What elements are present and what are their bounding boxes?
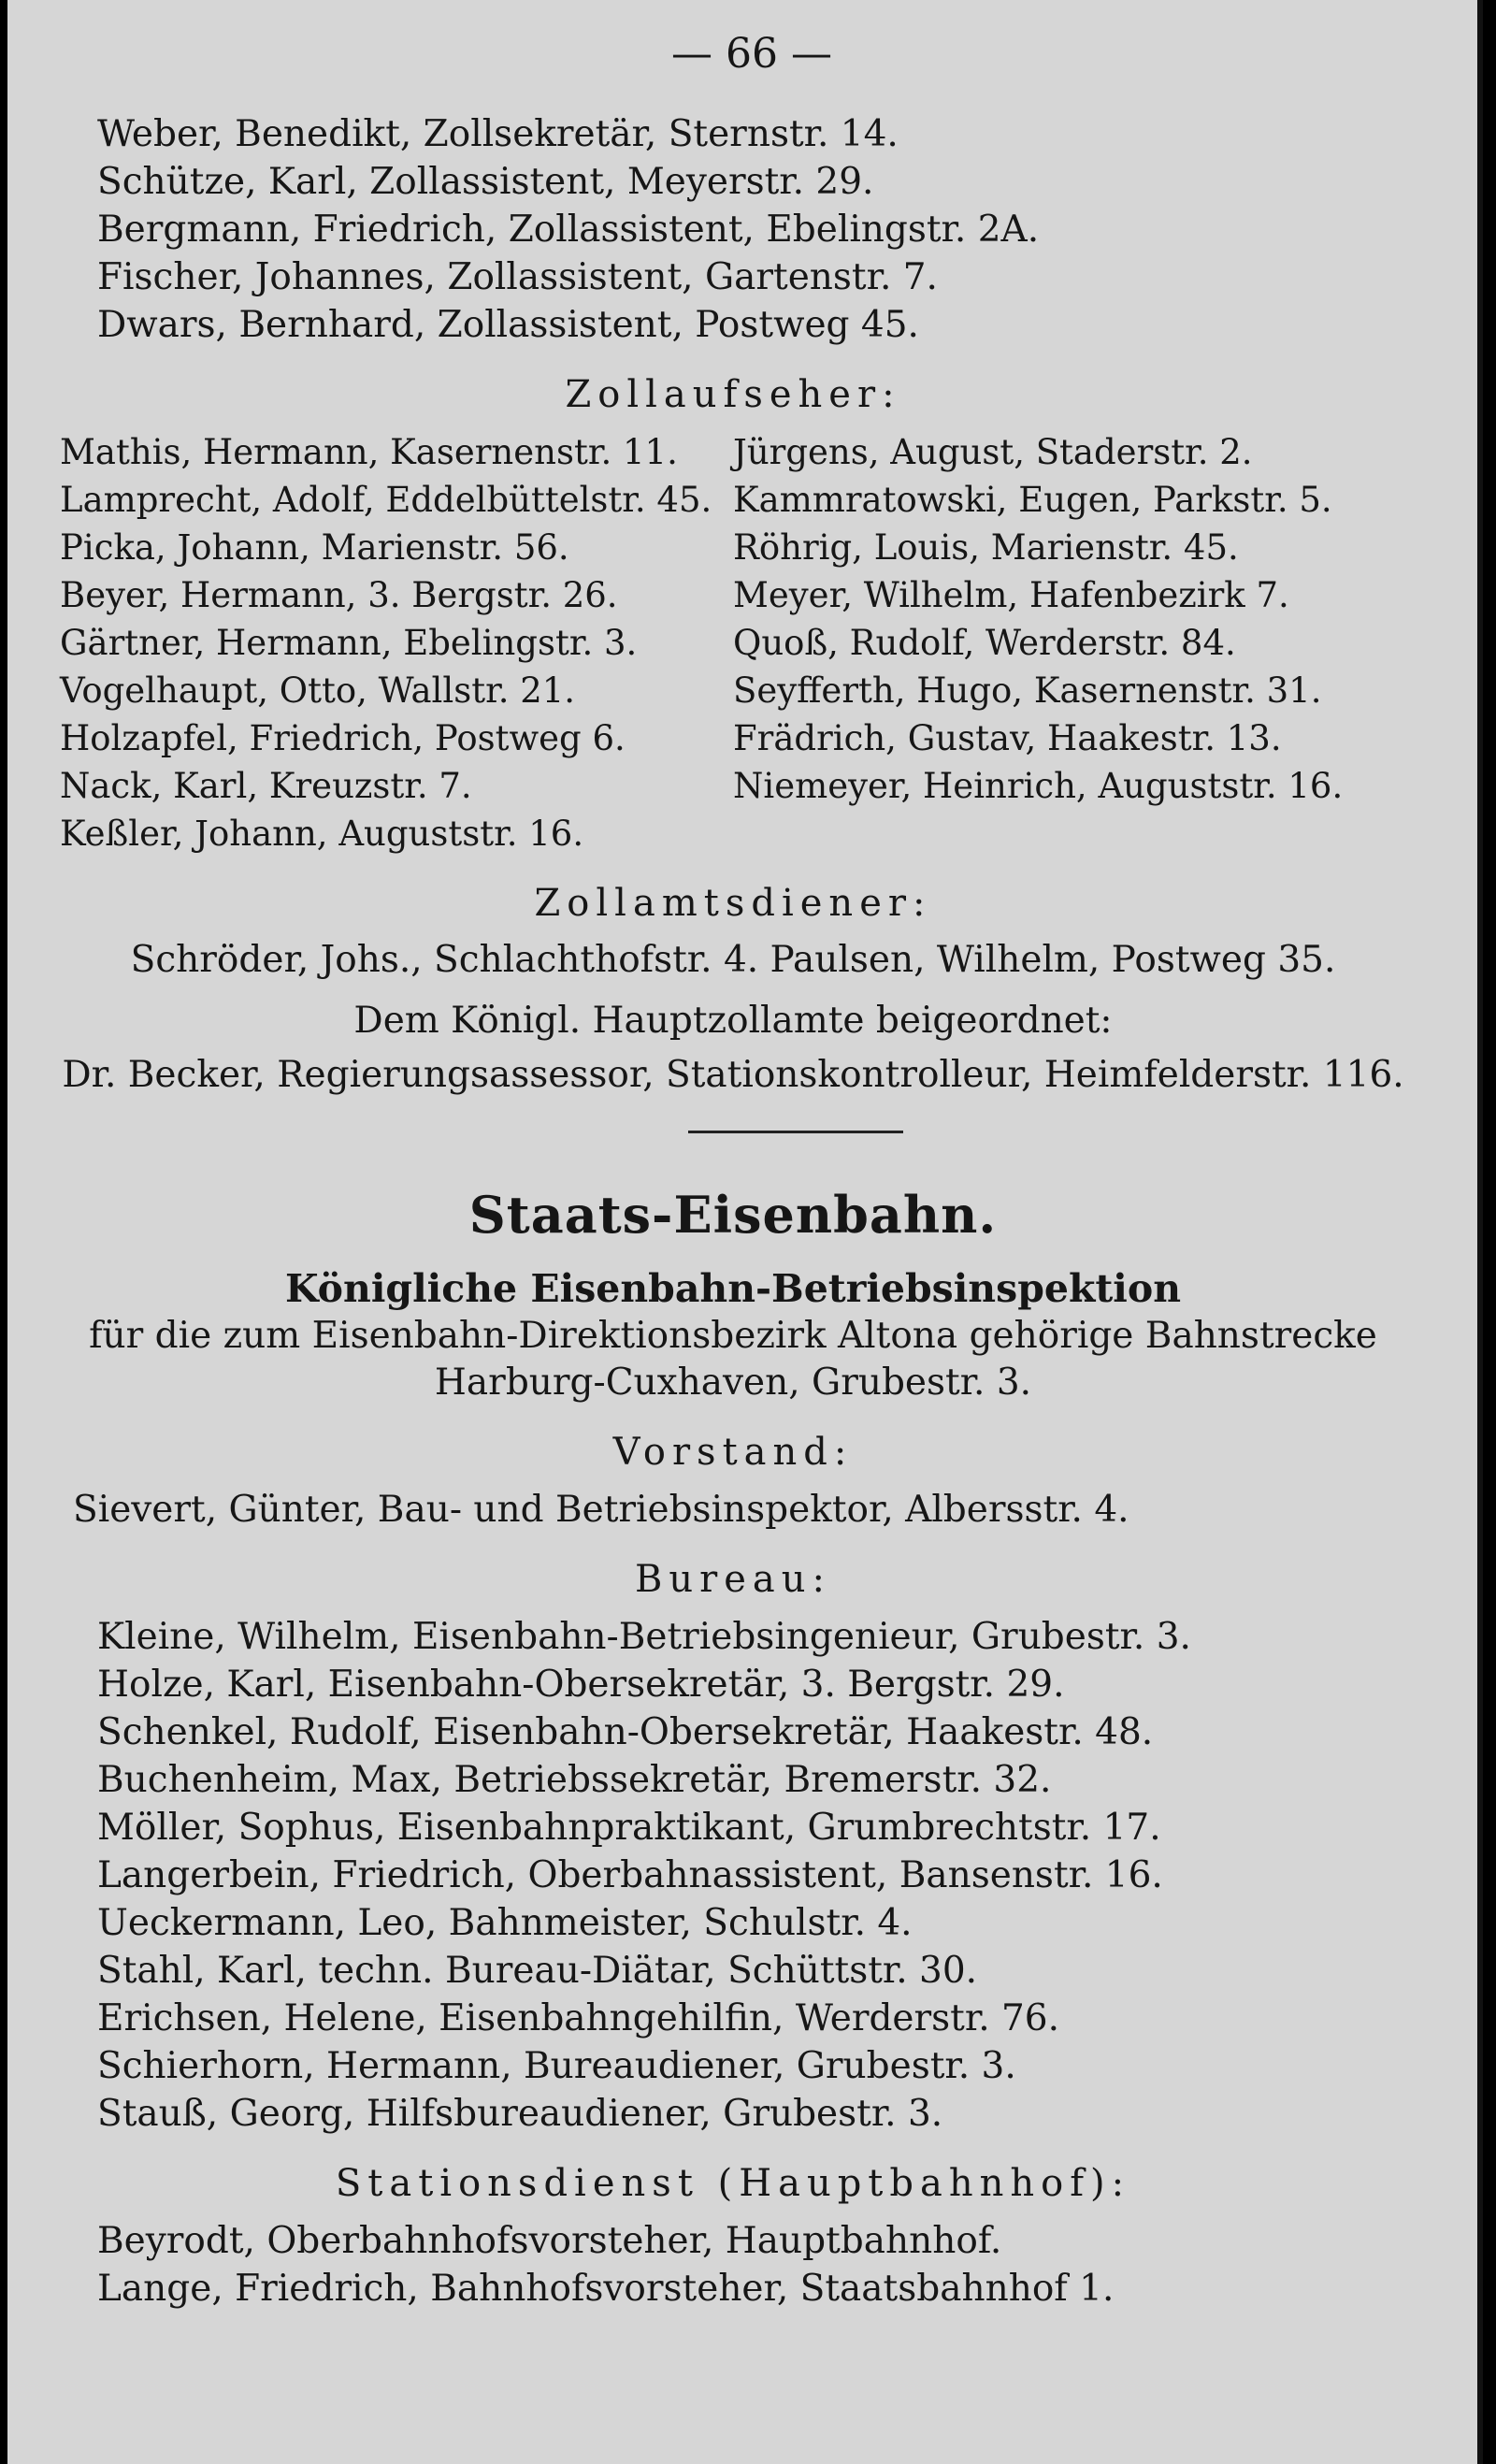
list-item: Vogelhaupt, Otto, Wallstr. 21. — [60, 670, 576, 711]
list-item: Schütze, Karl, Zollassistent, Meyerstr. 29. — [97, 161, 874, 203]
list-item: Langerbein, Friedrich, Oberbahnassistent, Bansenstr. 16. — [97, 1854, 1163, 1896]
list-item: Fischer, Johannes, Zollassistent, Gartenstr. 7. — [97, 256, 938, 298]
list-item: Lange, Friedrich, Bahnhofsvorsteher, Staatsbahnhof 1. — [97, 2268, 1115, 2310]
list-item: Meyer, Wilhelm, Hafenbezirk 7. — [733, 575, 1289, 615]
vorstand-line: Sievert, Günter, Bau- und Betriebsinspektor, Albersstr. 4. — [73, 1489, 1129, 1531]
list-item: Stahl, Karl, techn. Bureau-Diätar, Schüttstr. 30. — [97, 1950, 978, 1992]
list-item: Weber, Benedikt, Zollsekretär, Sternstr. 14. — [97, 113, 899, 155]
list-item: Stauß, Georg, Hilfsbureaudiener, Grubestr. 3. — [97, 2093, 943, 2135]
stationsdienst-list — [97, 2217, 1406, 2313]
list-item: Seyfferth, Hugo, Kasernenstr. 31. — [733, 670, 1322, 711]
list-item: Holze, Karl, Eisenbahn-Obersekretär, 3. Bergstr. 29. — [97, 1664, 1065, 1706]
list-item: Röhrig, Louis, Marienstr. 45. — [733, 527, 1239, 568]
list-item: Ueckermann, Leo, Bahnmeister, Schulstr. 4. — [97, 1902, 913, 1944]
list-item: Nack, Karl, Kreuzstr. 7. — [60, 766, 472, 806]
bureau-list — [97, 1613, 1406, 2138]
section-subtitle: Königliche Eisenbahn-Betriebsinspektion — [284, 1266, 1182, 1311]
list-item: Gärtner, Hermann, Ebelingstr. 3. — [60, 623, 638, 663]
zollamtsdiener-heading: Zollamtsdiener: — [534, 882, 932, 925]
zollamtsdiener-line: Schröder, Johs., Schlachthofstr. 4. Paulsen, Wilhelm, Postweg 35. — [130, 939, 1336, 981]
list-item: Bergmann, Friedrich, Zollassistent, Ebelingstr. 2A. — [97, 209, 1040, 251]
section-description: für die zum Eisenbahn-Direktionsbezirk Altona gehörige Bahnstrecke — [89, 1315, 1377, 1357]
list-item: Keßler, Johann, Auguststr. 16. — [60, 814, 584, 854]
list-item: Jürgens, August, Staderstr. 2. — [733, 432, 1253, 472]
bureau-heading: Bureau: — [634, 1558, 832, 1601]
section-divider — [688, 1131, 903, 1133]
list-item: Buchenheim, Max, Betriebssekretär, Bremerstr. 32. — [97, 1759, 1052, 1801]
zollbeamte-list — [97, 110, 1406, 349]
directory-page — [7, 0, 1483, 2464]
list-item: Beyrodt, Oberbahnhofsvorsteher, Hauptbahnhof. — [97, 2220, 1002, 2262]
list-item: Holzapfel, Friedrich, Postweg 6. — [60, 718, 626, 758]
stationsdienst-heading: Stationsdienst (Hauptbahnhof): — [335, 2162, 1131, 2205]
list-item: Schenkel, Rudolf, Eisenbahn-Obersekretär, Haakestr. 48. — [97, 1711, 1154, 1753]
list-item: Quoß, Rudolf, Werderstr. 84. — [733, 623, 1236, 663]
hauptzollamt-line: Dr. Becker, Regierungsassessor, Stationskontrolleur, Heimfelderstr. 116. — [62, 1054, 1404, 1096]
list-item: Schierhorn, Hermann, Bureaudiener, Grubestr. 3. — [97, 2045, 1016, 2087]
page-content — [60, 30, 1406, 2313]
list-item: Dwars, Bernhard, Zollassistent, Postweg 45. — [97, 304, 919, 346]
zollaufseher-columns — [60, 428, 1406, 857]
list-item: Möller, Sophus, Eisenbahnpraktikant, Grumbrechtstr. 17. — [97, 1807, 1161, 1849]
list-item: Niemeyer, Heinrich, Auguststr. 16. — [733, 766, 1344, 806]
list-item: Lamprecht, Adolf, Eddelbüttelstr. 45. — [60, 480, 712, 520]
vorstand-heading: Vorstand: — [612, 1431, 854, 1474]
list-item: Kammratowski, Eugen, Parkstr. 5. — [733, 480, 1332, 520]
list-item: Erichsen, Helene, Eisenbahngehilfin, Werderstr. 76. — [97, 1997, 1060, 2039]
list-item: Mathis, Hermann, Kasernenstr. 11. — [60, 432, 678, 472]
section-title: Staats-Eisenbahn. — [468, 1185, 998, 1245]
list-item: Picka, Johann, Marienstr. 56. — [60, 527, 569, 568]
list-item: Frädrich, Gustav, Haakestr. 13. — [733, 718, 1282, 758]
hauptzollamt-heading: Dem Königl. Hauptzollamte beigeordnet: — [353, 1000, 1113, 1042]
list-item: Kleine, Wilhelm, Eisenbahn-Betriebsingenieur, Grubestr. 3. — [97, 1616, 1191, 1658]
page-number: — 66 — — [671, 30, 832, 78]
section-address: Harburg-Cuxhaven, Grubestr. 3. — [434, 1362, 1032, 1404]
zollaufseher-left-column — [60, 428, 733, 857]
list-item: Beyer, Hermann, 3. Bergstr. 26. — [60, 575, 618, 615]
zollaufseher-heading: Zollaufseher: — [565, 373, 901, 416]
zollaufseher-right-column — [733, 428, 1406, 857]
